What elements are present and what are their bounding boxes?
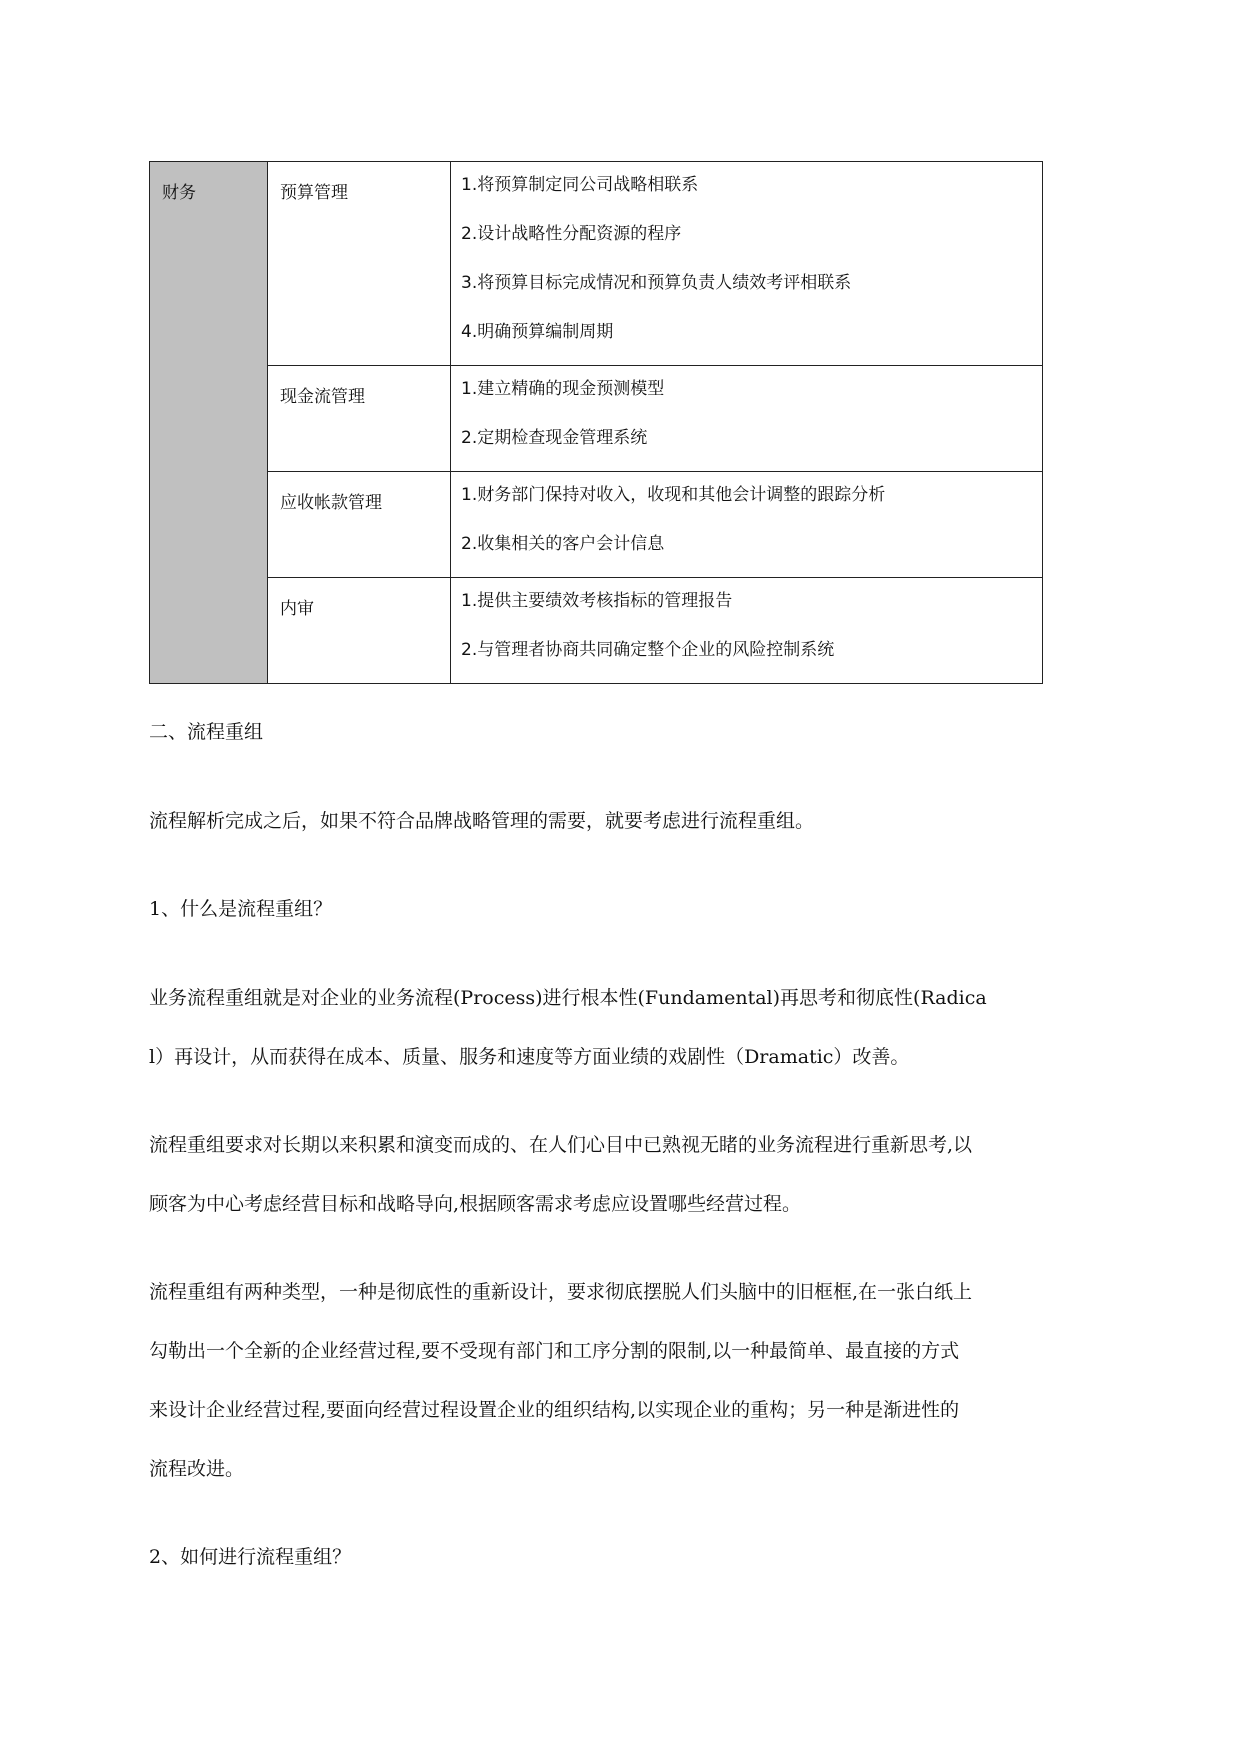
table-row bbox=[150, 162, 1043, 366]
items-cell bbox=[451, 366, 1043, 472]
list-item: 1.将预算制定同公司战略相联系 bbox=[461, 175, 699, 195]
paragraph-line: 流程重组有两种类型，一种是彻底性的重新设计，要求彻底摆脱人们头脑中的旧框框,在一张白纸上 bbox=[149, 1281, 973, 1303]
paragraph-line: 顾客为中心考虑经营目标和战略导向,根据顾客需求考虑应设置哪些经营过程。 bbox=[149, 1193, 802, 1215]
list-item: 4.明确预算编制周期 bbox=[461, 322, 614, 342]
subcategory-label: 现金流管理 bbox=[280, 387, 365, 407]
subcategory-label: 应收帐款管理 bbox=[280, 493, 382, 513]
table-row bbox=[150, 472, 1043, 578]
category-cell bbox=[150, 162, 268, 684]
paragraph-line: 来设计企业经营过程,要面向经营过程设置企业的组织结构,以实现企业的重构；另一种是渐进性的 bbox=[149, 1399, 960, 1421]
items-cell bbox=[451, 472, 1043, 578]
list-item: 2.与管理者协商共同确定整个企业的风险控制系统 bbox=[461, 640, 835, 660]
list-item: 2.定期检查现金管理系统 bbox=[461, 428, 648, 448]
paragraph-line: 流程重组要求对长期以来积累和演变而成的、在人们心目中已熟视无睹的业务流程进行重新思考,以 bbox=[149, 1134, 973, 1156]
category-label: 财务 bbox=[162, 183, 196, 203]
list-item: 1.财务部门保持对收入，收现和其他会计调整的跟踪分析 bbox=[461, 485, 886, 505]
paragraph-line: 流程改进。 bbox=[149, 1458, 245, 1480]
table-row bbox=[150, 366, 1043, 472]
subcategory-cell bbox=[268, 472, 451, 578]
paragraph-line: 业务流程重组就是对企业的业务流程(Process)进行根本性(Fundamental)再思考和彻底性(Radica bbox=[149, 987, 987, 1009]
items-cell bbox=[451, 578, 1043, 684]
list-item: 1.建立精确的现金预测模型 bbox=[461, 379, 665, 399]
question-heading: 1、什么是流程重组？ bbox=[149, 898, 333, 920]
subcategory-label: 预算管理 bbox=[280, 183, 348, 203]
subcategory-cell bbox=[268, 366, 451, 472]
section-heading: 二、流程重组 bbox=[149, 721, 264, 743]
items-cell bbox=[451, 162, 1043, 366]
list-item: 3.将预算目标完成情况和预算负责人绩效考评相联系 bbox=[461, 273, 852, 293]
question-heading: 2、如何进行流程重组？ bbox=[149, 1546, 352, 1568]
paragraph-types bbox=[149, 1263, 1099, 1499]
intro-paragraph: 流程解析完成之后，如果不符合品牌战略管理的需要，就要考虑进行流程重组。 bbox=[149, 810, 815, 832]
paragraph-definition bbox=[149, 969, 1099, 1087]
list-item: 1.提供主要绩效考核指标的管理报告 bbox=[461, 591, 733, 611]
subcategory-label: 内审 bbox=[280, 599, 314, 619]
paragraph-requirement bbox=[149, 1116, 1099, 1234]
list-item: 2.收集相关的客户会计信息 bbox=[461, 534, 665, 554]
paragraph-line: 勾勒出一个全新的企业经营过程,要不受现有部门和工序分割的限制,以一种最简单、最直接的方式 bbox=[149, 1340, 960, 1362]
paragraph-line: l）再设计，从而获得在成本、质量、服务和速度等方面业绩的戏剧性（Dramatic）改善。 bbox=[149, 1046, 910, 1068]
subcategory-cell bbox=[268, 578, 451, 684]
finance-process-table bbox=[149, 161, 1043, 684]
table-row bbox=[150, 578, 1043, 684]
list-item: 2.设计战略性分配资源的程序 bbox=[461, 224, 682, 244]
subcategory-cell bbox=[268, 162, 451, 366]
